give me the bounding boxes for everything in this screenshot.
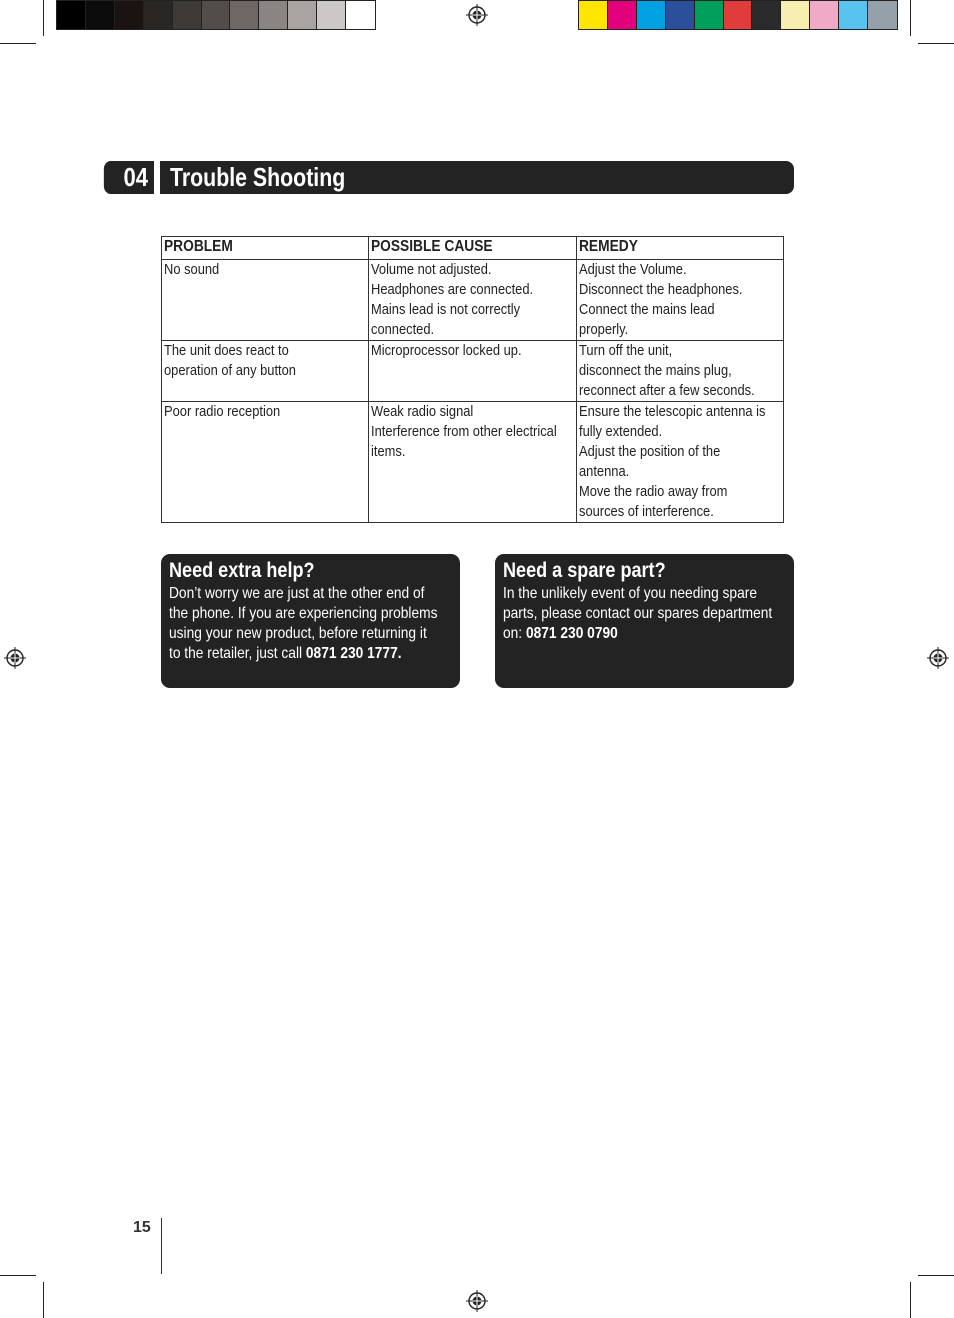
troubleshooting-table bbox=[161, 236, 784, 523]
color-swatch bbox=[810, 1, 839, 29]
crop-mark bbox=[910, 0, 911, 36]
color-swatch bbox=[608, 1, 637, 29]
spares-phone-number: 0871 230 0790 bbox=[525, 625, 618, 642]
cell-cause: Microprocessor locked up. bbox=[369, 341, 577, 402]
crop-mark bbox=[910, 1282, 911, 1318]
color-swatch bbox=[666, 1, 695, 29]
spare-part-text: In the unlikely event of you needing spare parts, please contact our spares department on: 0871 230 0790 bbox=[503, 585, 773, 642]
extra-help-box bbox=[161, 554, 460, 688]
color-swatch bbox=[695, 1, 724, 29]
color-swatch bbox=[637, 1, 666, 29]
color-swatch bbox=[781, 1, 810, 29]
color-swatch bbox=[57, 1, 86, 29]
column-header-problem: PROBLEM bbox=[162, 237, 369, 260]
table-row bbox=[162, 402, 784, 523]
table-header-row bbox=[162, 237, 784, 260]
color-swatch bbox=[839, 1, 868, 29]
color-swatch bbox=[173, 1, 202, 29]
cell-cause: Volume not adjusted. Headphones are connected. Mains lead is not correctly connected. bbox=[369, 260, 577, 341]
color-swatch bbox=[346, 1, 375, 29]
column-header-cause: POSSIBLE CAUSE bbox=[369, 237, 577, 260]
footer-divider bbox=[161, 1218, 162, 1274]
color-swatch bbox=[579, 1, 608, 29]
cell-remedy: Turn off the unit, disconnect the mains plug, reconnect after a few seconds. bbox=[577, 341, 784, 402]
crop-mark bbox=[0, 43, 36, 44]
crop-mark bbox=[43, 0, 44, 36]
cell-problem: Poor radio reception bbox=[162, 402, 369, 523]
help-phone-number: 0871 230 1777. bbox=[305, 645, 402, 662]
registration-mark-icon bbox=[466, 4, 488, 26]
column-header-remedy: REMEDY bbox=[577, 237, 784, 260]
color-swatch bbox=[724, 1, 753, 29]
registration-mark-icon bbox=[466, 1290, 488, 1312]
extra-help-title: Need extra help? bbox=[169, 559, 315, 582]
table-row bbox=[162, 341, 784, 402]
section-title: Trouble Shooting bbox=[170, 162, 346, 192]
cell-remedy: Ensure the telescopic antenna is fully extended. Adjust the position of the antenna. Move the radio away from sources of interference. bbox=[577, 402, 784, 523]
process-color-bar bbox=[578, 0, 898, 30]
grayscale-color-bar bbox=[56, 0, 376, 30]
cell-problem: The unit does react to operation of any button bbox=[162, 341, 369, 402]
color-swatch bbox=[202, 1, 231, 29]
color-swatch bbox=[259, 1, 288, 29]
color-swatch bbox=[288, 1, 317, 29]
color-swatch bbox=[86, 1, 115, 29]
page-number: 15 bbox=[133, 1219, 151, 1236]
cell-remedy: Adjust the Volume. Disconnect the headphones. Connect the mains lead properly. bbox=[577, 260, 784, 341]
color-swatch bbox=[752, 1, 781, 29]
color-swatch bbox=[230, 1, 259, 29]
spare-part-title: Need a spare part? bbox=[503, 559, 666, 582]
extra-help-text: Don’t worry we are just at the other end of the phone. If you are experiencing problems using your new product, before returning it to the retailer, just call 0871 230 1777. bbox=[169, 585, 438, 662]
color-swatch bbox=[144, 1, 173, 29]
spare-part-box bbox=[495, 554, 794, 688]
registration-mark-icon bbox=[927, 647, 949, 669]
color-swatch bbox=[317, 1, 346, 29]
cell-problem: No sound bbox=[162, 260, 369, 341]
section-number: 04 bbox=[104, 161, 154, 194]
crop-mark bbox=[43, 1282, 44, 1318]
section-title-bar bbox=[160, 161, 794, 194]
color-swatch bbox=[115, 1, 144, 29]
color-swatch bbox=[868, 1, 897, 29]
registration-mark-icon bbox=[4, 647, 26, 669]
table-row bbox=[162, 260, 784, 341]
crop-mark bbox=[918, 43, 954, 44]
cell-cause: Weak radio signal Interference from other electrical items. bbox=[369, 402, 577, 523]
crop-mark bbox=[0, 1275, 36, 1276]
crop-mark bbox=[918, 1275, 954, 1276]
